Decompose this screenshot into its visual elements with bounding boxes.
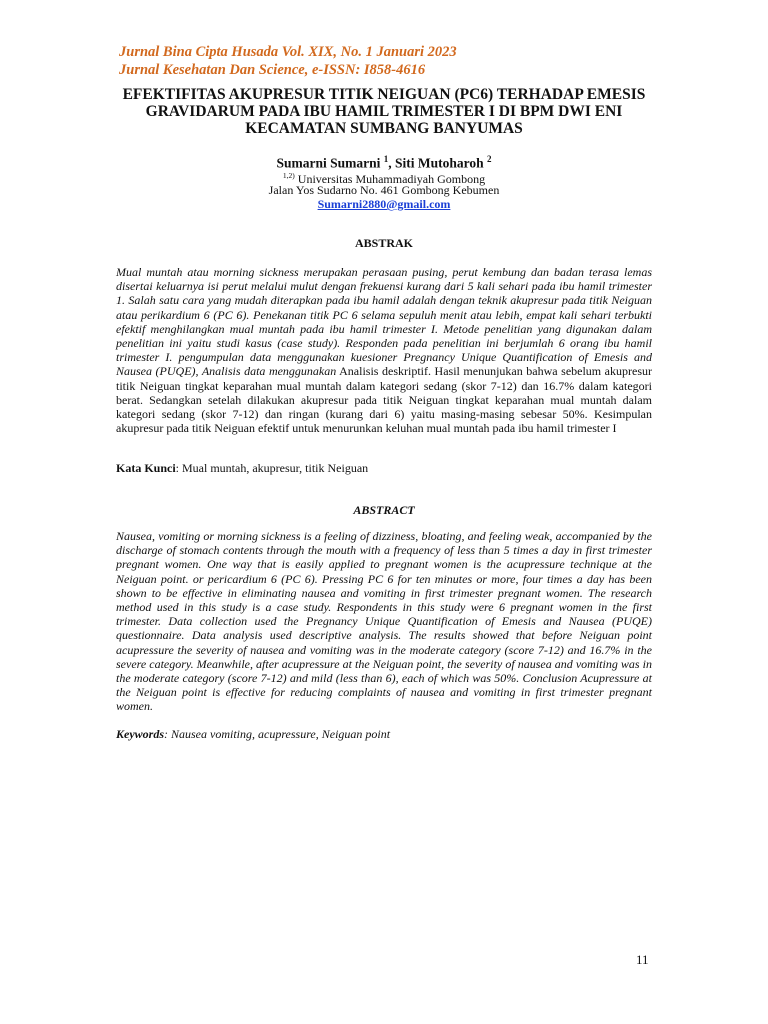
affiliation-address: Jalan Yos Sudarno No. 461 Gombong Kebumen — [268, 183, 500, 197]
journal-issn: Jurnal Kesehatan Dan Science, e-ISSN: I858-4616 — [119, 62, 426, 78]
affiliation-marker: 1,2) — [282, 171, 295, 180]
author-separator: , — [388, 155, 395, 171]
kata-kunci-values: : Mual muntah, akupresur, titik Neiguan — [175, 461, 369, 475]
author-2-affil: 2 — [487, 154, 492, 164]
keywords-values: : Nausea vomiting, acupressure, Neiguan point — [164, 727, 391, 741]
abstrak-regular-text: Analisis deskriptif. Hasil menunjukan bahwa sebelum akupresur titik Neiguan tingkat keparahan mual muntah dalam kategori sedang (skor 7-12) dan 16.7% dalam kategori berat. Sedangkan setelah dilakukan akupresur pada titik Neiguan tingkat keparahan mual muntah dalam kategori sedang (skor 7-12) dan ringan (kurang dari 6) yaitu masing-masing sebesar 50%. Kesimpulan akupresur pada titik Neiguan efektif untuk menurunkan keluhan mual muntah pada ibu hamil trimester I — [116, 364, 652, 436]
kata-kunci-label: Kata Kunci — [116, 461, 176, 475]
author-2: Siti Mutoharoh — [395, 155, 488, 171]
keywords — [116, 727, 652, 742]
abstrak-heading: ABSTRAK — [354, 236, 413, 250]
author-1: Sumarni Sumarni — [276, 155, 384, 171]
author-1-affil: 1 — [383, 154, 389, 164]
journal-name: Jurnal Bina Cipta Husada Vol. XIX, No. 1 Januari 2023 — [119, 44, 457, 60]
title-line-3: KECAMATAN SUMBANG BANYUMAS — [245, 120, 523, 137]
paper-title — [100, 86, 668, 137]
author-email-link[interactable]: Sumarni2880@gmail.com — [317, 197, 451, 211]
abstract-heading: ABSTRACT — [353, 503, 415, 517]
title-line-1: EFEKTIFITAS AKUPRESUR TITIK NEIGUAN (PC6) TERHADAP EMESIS — [122, 86, 646, 103]
abstrak-italic-text: Mual muntah atau morning sickness merupakan perasaan pusing, perut kembung dan badan terasa lemas disertai keluarnya isi perut melalui mulut dengan frekuensi kurang dari 5 kali sehari pada ibu hamil trimester 1. Salah satu cara yang mudah diterapkan pada ibu hamil adalah dengan teknik akupresur pada titik Neiguan atau perikardium 6 (PC 6). Penekanan titik PC 6 selama sepuluh menit atau lebih, empat kali sehari terbukti efektif menghilangkan mual muntah pada ibu hamil trimester I. Metode penelitian yang digunakan dalam penelitian ini yaitu studi kasus (case study). Responden pada penelitian ini berjumlah 6 orang ibu hamil trimester I. pengumpulan data menggunakan kuesioner Pregnancy Unique Quantification of Emesis and Nausea (PUQE), Analisis data menggunakan — [116, 265, 652, 379]
abstract-body: Nausea, vomiting or morning sickness is a feeling of dizziness, bloating, and feeling weak, accompanied by the discharge of stomach contents through the mouth with a frequency of less than 5 times a day in first trimester pregnant women. One way that is easily applied to pregnant women is the acupressure technique at the Neiguan point. or pericardium 6 (PC 6). Pressing PC 6 for ten minutes or more, four times a day has been shown to be effective in eliminating nausea and vomiting in first trimester pregnant women. The research method used in this study is a case study. Respondents in this study were 6 pregnant women in the first trimester. Data collection used the Pregnancy Unique Quantification of Emesis and Nausea (PUQE) questionnaire. Data analysis used descriptive analysis. The results showed that before Neiguan point acupressure the severity of nausea and vomiting was in the moderate category (score 7-12) and 16.7% in the severe category. Meanwhile, after acupressure at the Neiguan point, the severity of nausea and vomiting was in the moderate category (score 7-12) and mild (less than 6), each of which was 50%. Conclusion Acupressure at the Neiguan point is effective for reducing complaints of nausea and vomiting in first trimester pregnant women. — [116, 529, 652, 714]
keywords-label: Keywords — [116, 727, 164, 741]
institution-name: Universitas Muhammadiyah Gombong — [294, 172, 486, 186]
page-number: 11 — [636, 952, 649, 967]
title-line-2: GRAVIDARUM PADA IBU HAMIL TRIMESTER I DI BPM DWI ENI — [145, 103, 623, 120]
abstrak-body — [116, 265, 652, 435]
kata-kunci — [116, 461, 652, 476]
